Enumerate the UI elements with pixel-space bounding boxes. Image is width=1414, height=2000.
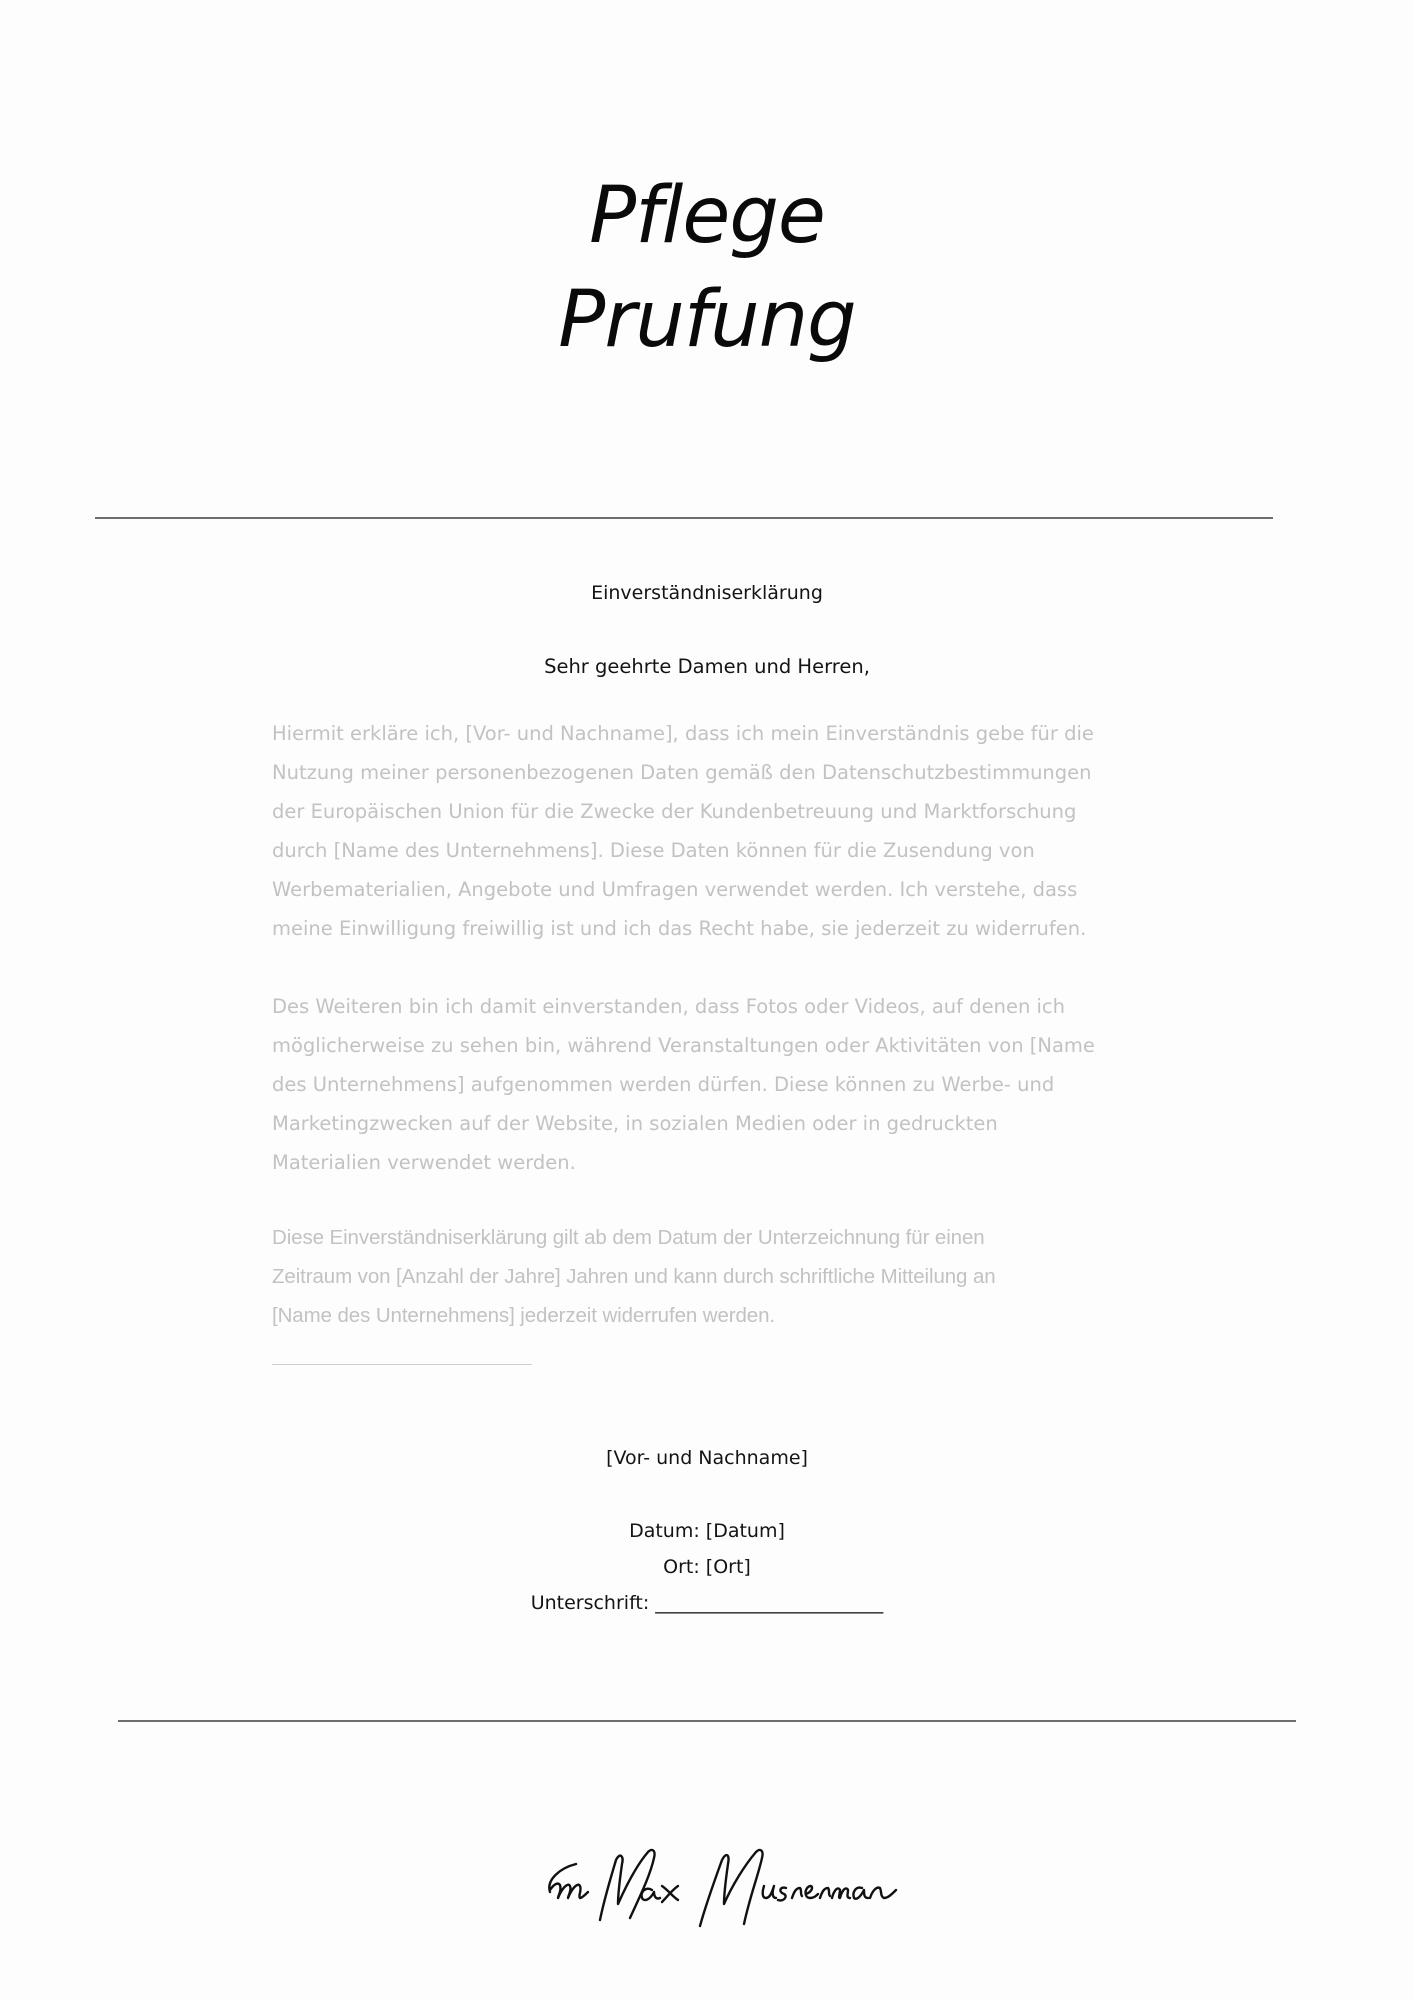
paragraph-line: Marketingzwecken auf der Website, in sozialen Medien oder in gedruckten bbox=[272, 1112, 998, 1135]
document-title-line-1: Pflege bbox=[589, 171, 825, 261]
paragraph-line: Nutzung meiner personenbezogenen Daten gemäß den Datenschutzbestimmungen bbox=[272, 761, 1092, 784]
bottom-divider bbox=[118, 1720, 1296, 1722]
paragraph-line: des Unternehmens] aufgenommen werden dürfen. Diese können zu Werbe- und bbox=[272, 1073, 1055, 1096]
paragraph-line: meine Einwilligung freiwillig ist und ich das Recht habe, sie jederzeit zu widerrufen. bbox=[272, 917, 1087, 940]
paragraph-line: Zeitraum von [Anzahl der Jahre] Jahren und kann durch schriftliche Mitteilung an bbox=[272, 1265, 996, 1288]
paragraph-line: durch [Name des Unternehmens]. Diese Daten können für die Zusendung von bbox=[272, 839, 1035, 862]
place-field: Ort: [Ort] bbox=[663, 1556, 751, 1578]
date-field: Datum: [Datum] bbox=[629, 1520, 785, 1542]
paragraph-line: Hiermit erkläre ich, [Vor- und Nachname], dass ich mein Einverständnis gebe für die bbox=[272, 722, 1094, 745]
document-title-line-2: Prufung bbox=[558, 275, 856, 365]
short-divider bbox=[272, 1364, 532, 1365]
signature-field: Unterschrift: ________________________ bbox=[530, 1592, 884, 1614]
paragraph-line: Materialien verwendet werden. bbox=[272, 1151, 576, 1174]
name-placeholder: [Vor- und Nachname] bbox=[606, 1447, 808, 1469]
handwritten-signature bbox=[540, 1830, 910, 1930]
top-divider bbox=[95, 517, 1273, 519]
paragraph-line: Des Weiteren bin ich damit einverstanden, dass Fotos oder Videos, auf denen ich bbox=[272, 995, 1066, 1018]
paragraph-1 bbox=[272, 714, 1192, 948]
paragraph-2 bbox=[272, 987, 1192, 1182]
document-heading: Einverständniserklärung bbox=[591, 582, 823, 604]
paragraph-line: Diese Einverständniserklärung gilt ab dem Datum der Unterzeichnung für einen bbox=[272, 1226, 985, 1249]
paragraph-3 bbox=[272, 1218, 1192, 1335]
paragraph-line: der Europäischen Union für die Zwecke der Kundenbetreuung und Marktforschung bbox=[272, 800, 1077, 823]
paragraph-line: möglicherweise zu sehen bin, während Veranstaltungen oder Aktivitäten von [Name bbox=[272, 1034, 1095, 1057]
paragraph-line: Werbematerialien, Angebote und Umfragen verwendet werden. Ich verstehe, dass bbox=[272, 878, 1078, 901]
salutation: Sehr geehrte Damen und Herren, bbox=[544, 655, 870, 678]
paragraph-line: [Name des Unternehmens] jederzeit widerrufen werden. bbox=[272, 1304, 775, 1327]
